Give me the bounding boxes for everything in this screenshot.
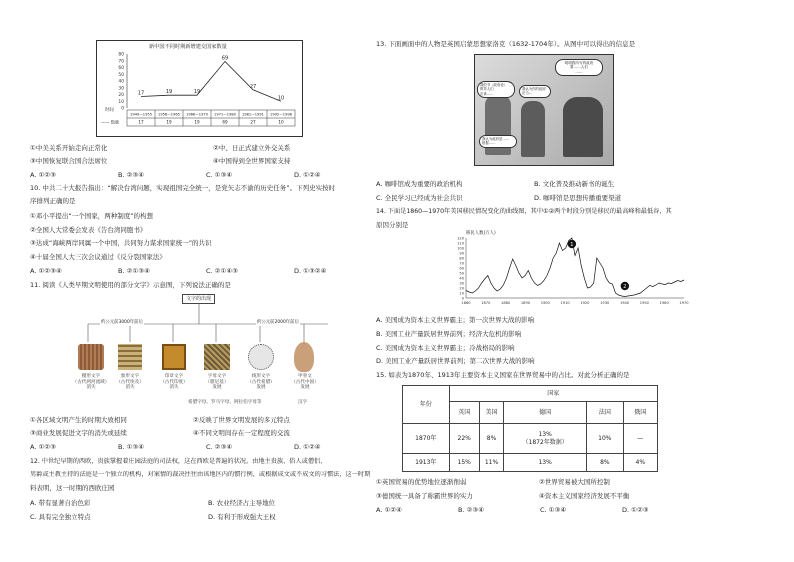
cell: 11% — [479, 454, 503, 472]
q9-choice-b[interactable]: B. ②③④ — [118, 171, 145, 179]
cell: 8% — [587, 454, 623, 472]
country-us: 美国 — [479, 402, 503, 424]
q11-item-4: ④不同文明间存在一定程度的交流 — [193, 429, 290, 437]
q10-choice-c[interactable]: C. ②①④③ — [206, 267, 238, 275]
era-label-2: 约公元前2000年前后 — [257, 320, 299, 325]
y-tick-label: 120 — [457, 236, 464, 241]
country-ru: 俄国 — [623, 402, 657, 424]
count-label: 17 — [138, 119, 144, 125]
period-label: 1971—1980 — [214, 112, 236, 117]
trade-share-table — [402, 385, 658, 472]
y-tick-label: 70 — [118, 59, 124, 65]
phoenician-image — [204, 344, 230, 370]
label-seal: 印章文字 （古代印度） 消失 — [160, 374, 188, 391]
period-label: 1949—1955 — [130, 112, 152, 117]
q11-item-3: ③商业发展促进文字的消失或延续 — [30, 429, 127, 437]
legend-label: —— 数量 — [101, 119, 120, 125]
line-chart — [97, 41, 304, 138]
cell: 4% — [623, 454, 657, 472]
q10-choice-a[interactable]: A. ①②③④ — [30, 267, 62, 275]
y-tick-label: 20 — [118, 93, 124, 98]
q10-choice-d[interactable]: D. ①③②④ — [294, 267, 327, 275]
x-tick-label: 1910 — [560, 301, 570, 305]
row-year: 1870年 — [403, 424, 450, 454]
q10-choices — [30, 267, 326, 275]
speech-bubble-3: 我认为你的政府 应当… — [519, 85, 551, 98]
cell: — — [623, 424, 657, 454]
period-label: 1981—1991 — [242, 112, 264, 117]
hanzi-label: 汉字 — [298, 400, 308, 405]
data-label: 19 — [193, 89, 201, 96]
q11-stem: 11. 阅读《人类早期文明使用的部分文字》示意图，下列说法正确的是 — [30, 281, 231, 289]
alphabet-footnote: 希腊字母、罗马字母、阿拉伯字母等 — [188, 400, 262, 405]
q9-choice-d[interactable]: D. ①②④ — [294, 171, 321, 179]
q10-item-1: ①邓小平提出“一个国家，两种制度”的构想 — [30, 212, 154, 220]
cell: 10% — [587, 424, 623, 454]
table-row — [403, 454, 658, 472]
q9-option-1: ①中美关系开始走向正常化 — [30, 144, 108, 152]
period-label: 1992—1998 — [270, 112, 292, 117]
q14-stem-line2: 原因分别是 — [376, 221, 409, 229]
country-uk: 英国 — [449, 402, 479, 424]
x-tick-label: 1900 — [540, 301, 550, 305]
table-header-country: 国家 — [449, 386, 657, 402]
q11-choice-b[interactable]: B. ①③④ — [118, 443, 145, 451]
writing-diagram — [72, 294, 338, 412]
country-fr: 法国 — [587, 402, 623, 424]
q15-choices — [376, 506, 649, 514]
q9-choice-a[interactable]: A. ①②③ — [30, 171, 56, 179]
y-tick-label: 10 — [459, 291, 464, 296]
cell: 13% — [504, 454, 587, 472]
q15-item-3: ③德国统一具备了称霸世界的实力 — [376, 492, 473, 500]
x-tick-label: 1970 — [679, 301, 689, 305]
linear-script-image — [248, 344, 274, 370]
q15-choice-d[interactable]: D. ①②③ — [622, 506, 649, 514]
seal-image — [162, 344, 186, 370]
q10-choice-b[interactable]: B. ②①③④ — [118, 267, 150, 275]
q11-choices — [30, 443, 321, 451]
y-tick-label: 20 — [459, 286, 464, 291]
speech-bubble-4: 我认为政府是…… 根据…… — [479, 135, 517, 148]
cell: 15% — [449, 454, 479, 472]
q13-stem: 13. 下面画面中的人物是英国启蒙思想家洛克（1632-1704年）。从图中可以得出的信息是 — [376, 40, 636, 48]
immigration-chart — [444, 230, 694, 310]
data-label: 69 — [221, 55, 229, 62]
q11-choice-a[interactable]: A. ①②③ — [30, 443, 56, 451]
cell: 22% — [449, 424, 479, 454]
y-tick-label: 90 — [459, 251, 464, 256]
y-tick-label: 30 — [118, 86, 124, 92]
q9-option-2: ②中、日正式建立外交关系 — [213, 144, 291, 152]
y-tick-label: 30 — [459, 281, 464, 286]
count-label: 19 — [166, 119, 172, 125]
q11-choice-c[interactable]: C. ②③④ — [206, 443, 233, 451]
diagram-top-box: 文字的出现 — [182, 294, 215, 304]
count-label: 27 — [250, 119, 256, 125]
count-label: 10 — [278, 119, 284, 125]
q10-item-4: ④十届全国人大三次会议通过《反分裂国家法》 — [30, 253, 166, 261]
count-label: 19 — [194, 119, 200, 125]
oracle-bone-image — [294, 342, 314, 372]
y-tick-label: 40 — [459, 276, 464, 281]
q11-item-1: ①各区域文明产生的时期大致相同 — [30, 416, 127, 424]
x-axis-label: 时间 — [105, 108, 114, 113]
x-tick-label: 1860 — [461, 301, 471, 305]
q10-item-2: ②全国人大常委会发表《告台湾同胞书》 — [30, 226, 147, 234]
country-de: 德国 — [504, 402, 587, 424]
y-tick-label: 40 — [118, 79, 124, 85]
x-tick-label: 1890 — [520, 301, 531, 305]
q9-choices — [30, 171, 321, 179]
speech-bubble-2: 我的书（政府论） 教导人们 应该…… — [477, 81, 515, 98]
y-tick-label: 100 — [457, 246, 464, 251]
q15-choice-a[interactable]: A. ①②④ — [376, 506, 402, 514]
table-header-year: 年份 — [403, 386, 450, 424]
q9-option-4: ④中国得到全世界国家支持 — [213, 157, 291, 165]
x-tick-label: 1940 — [619, 301, 630, 305]
locke-cartoon — [474, 54, 614, 166]
q12-stem-line1: 12. 中世纪早期的西欧，贵族掌握着庄园法庭的司法权，这在西欧是普遍的状况。由地主贵族、俗人或僧侣、 — [30, 458, 327, 465]
q12-choice-d[interactable]: D. 有利于形成强大王权 — [208, 513, 276, 521]
q15-item-2: ②世界贸易被大国所控制 — [539, 478, 610, 486]
x-tick-label: 1920 — [580, 301, 590, 305]
q15-choice-c[interactable]: C. ①③④ — [540, 506, 567, 514]
y-tick-label: 60 — [118, 66, 124, 71]
q14-choice-d[interactable]: D. 美国工业产量跃居世界前列；第二次世界大战的影响 — [376, 357, 535, 365]
q10-stem-line1: 10. 中共二十大报告指出：“解决台湾问题，实现祖国完全统一，是党矢志不渝的历史任务”。下列史实按时 — [30, 184, 336, 192]
q9-choice-c[interactable]: C. ①③④ — [206, 171, 233, 179]
q12-stem-line2: 男爵或主教主持的法庭是一个独立的机构，对案情的裁决往往由该地区内的惯行例，或根据成文或不成文的习惯法，这一时期 — [30, 471, 371, 478]
q13-choice-d[interactable]: D. 咖啡馆是思想传播重要渠道 — [534, 194, 622, 202]
q9-option-3: ③中国恢复联合国合法席位 — [30, 157, 108, 165]
chart-frame — [96, 40, 303, 137]
y-tick-label: 50 — [118, 72, 124, 78]
cell: 13% （1872年数据） — [504, 424, 587, 454]
y-tick-label: 60 — [459, 266, 464, 271]
q15-item-4: ④资本主义国家经济发展不平衡 — [539, 492, 630, 500]
q13-choice-c[interactable]: C. 全民学习已经成为社会共识 — [376, 194, 463, 202]
x-tick-label: 1880 — [501, 301, 511, 305]
count-label: 69 — [222, 119, 228, 125]
q14-choice-c[interactable]: C. 美国成为资本主义世界霸主；冷战格局的影响 — [376, 344, 515, 352]
cuneiform-tablet-image — [78, 344, 104, 370]
cell: 8% — [479, 424, 503, 454]
speech-bubble-1: 明明我所写的政府 要……人们 …… — [555, 59, 603, 76]
data-label: 27 — [249, 83, 257, 90]
x-tick-label: 1960 — [659, 301, 669, 305]
cartoon-figure-center — [521, 101, 545, 157]
y-tick-label: 0 — [121, 106, 124, 112]
x-tick-label: 1870 — [481, 301, 491, 305]
data-label: 10 — [277, 95, 285, 102]
q12-choice-c[interactable]: C. 具有完全独立特点 — [30, 513, 91, 521]
q13-choice-b[interactable]: B. 文化普及推动新书的诞生 — [534, 180, 615, 188]
q14-stem-line1: 14. 下面是1860—1970年美国移民情况变化的曲线图，其中①②两个时段分别是移民的最高峰和最低谷，其 — [376, 208, 672, 215]
label-phoenician: 字母文字 （腓尼基） 发展 — [205, 374, 229, 391]
label-linear: 线形文字 （古代希腊） 发展 — [247, 374, 275, 391]
immigration-ylabel: 移民人数(万人) — [466, 231, 496, 236]
y-tick-label: 110 — [457, 241, 464, 246]
hieroglyph-image — [118, 344, 142, 370]
q11-item-2: ②反映了世界文明发展的多元特点 — [193, 416, 290, 424]
y-tick-label: 10 — [118, 99, 124, 105]
y-tick-label: 80 — [118, 52, 124, 58]
q12-choice-b[interactable]: B. 农业经济占主导地位 — [208, 499, 276, 507]
row-year: 1913年 — [403, 454, 450, 472]
x-tick-label: 1950 — [639, 301, 649, 305]
marker-1-label: 1 — [570, 241, 574, 248]
y-tick-label: 70 — [459, 261, 464, 266]
table-row — [403, 424, 658, 454]
period-label: 1956—1965 — [158, 112, 180, 117]
period-label: 1966—1970 — [186, 112, 208, 117]
chart-title: 新中国不同时期新增建交国家数量 — [149, 44, 227, 50]
marker-2-label: 2 — [623, 283, 627, 290]
q12-stem-line3: 料表明，这一时期的西欧庄园 — [30, 484, 115, 492]
q12-choice-a[interactable]: A. 带有显著自治色彩 — [30, 499, 91, 507]
q11-choice-d[interactable]: D. ①②④ — [294, 443, 321, 451]
cartoon-locke-figure — [563, 97, 603, 157]
q15-stem: 15. 如表为1870年、1913年主要资本主义国家在世界贸易中的占比。对此分析正确的是 — [376, 371, 630, 379]
label-cuneiform: 楔形文字 （古代两河流域） 消失 — [72, 374, 110, 391]
q10-stem-line2: 序排列正确的是 — [30, 197, 76, 205]
q14-choice-b[interactable]: B. 美国工业产量跃居世界前列；经济大危机的影响 — [376, 330, 522, 338]
data-label: 19 — [165, 89, 173, 96]
series-line — [141, 61, 281, 101]
y-tick-label: 50 — [459, 271, 464, 276]
y-tick-label: 0 — [461, 296, 464, 301]
q15-choice-b[interactable]: B. ②③④ — [458, 506, 485, 514]
q13-choice-a[interactable]: A. 咖啡馆成为重要的政治机构 — [376, 180, 463, 188]
q10-item-3: ③达成“海峡两岸同属一个中国，共同努力谋求国家统一”的共识 — [30, 239, 212, 247]
x-tick-label: 1930 — [600, 301, 610, 305]
immigration-line-chart — [444, 230, 694, 310]
label-hieroglyph: 象形文字 （古代埃及） 消失 — [116, 374, 144, 391]
q14-choice-a[interactable]: A. 美国成为资本主义世界霸主；第一次世界大战的影响 — [376, 316, 534, 324]
era-label-1: 约公元前3000年前后 — [101, 320, 143, 325]
q15-item-1: ①英国贸易的优势地位逐渐削弱 — [376, 478, 467, 486]
data-label: 17 — [137, 90, 145, 97]
y-tick-label: 80 — [459, 256, 464, 261]
label-oracle: 甲骨文 （古代中国） 发展 — [291, 374, 319, 391]
